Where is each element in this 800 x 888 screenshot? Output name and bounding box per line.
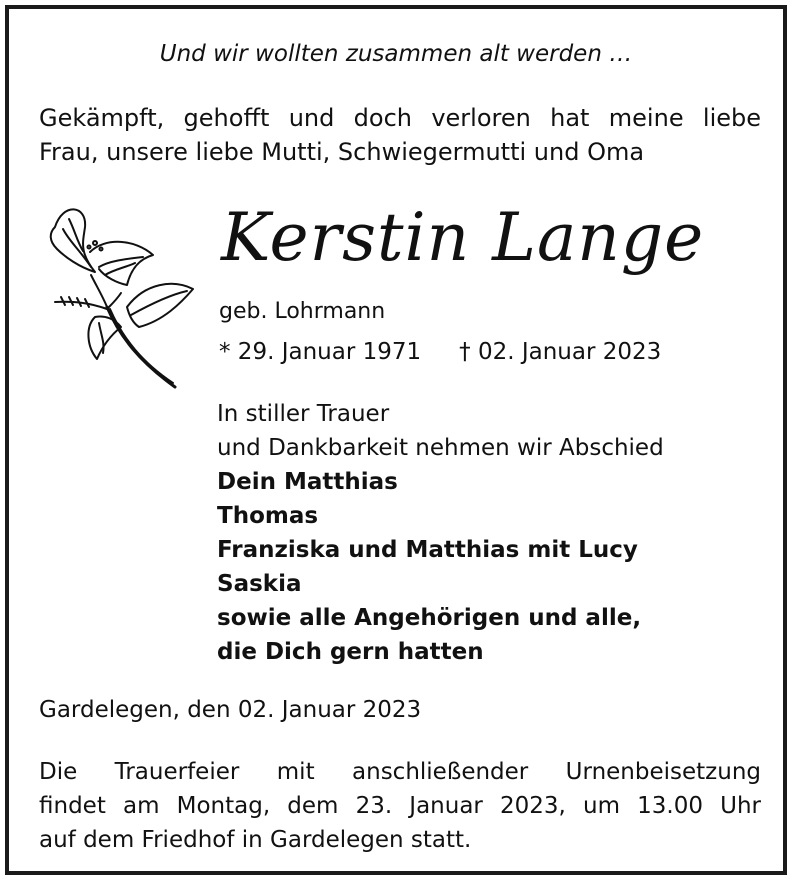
ceremony-info: [39, 755, 761, 857]
calla-lily-icon: [35, 197, 195, 397]
intro-line-1: Gekämpft, gehofft und doch verloren hat meine liebe: [39, 104, 761, 132]
place-and-date: Gardelegen, den 02. Januar 2023: [39, 697, 422, 723]
ceremony-line-2: findet am Montag, dem 23. Januar 2023, um 13.00 Uhr: [39, 793, 761, 819]
intro-text: [39, 101, 761, 169]
ceremony-line-1: Die Trauerfeier mit anschließender Urnenbeisetzung: [39, 759, 761, 785]
mourning-line-1: In stiller Trauer: [217, 401, 390, 427]
death-date: † 02. Januar 2023: [459, 339, 662, 365]
mourning-line-2: und Dankbarkeit nehmen wir Abschied: [217, 435, 664, 461]
mourner-name: Saskia: [217, 571, 302, 597]
mourner-name: Thomas: [217, 503, 319, 529]
mourner-name: Franziska und Matthias mit Lucy: [217, 537, 638, 563]
ceremony-line-3: auf dem Friedhof in Gardelegen statt.: [39, 827, 472, 853]
mourner-name: Dein Matthias: [217, 469, 398, 495]
mourner-name: die Dich gern hatten: [217, 639, 484, 665]
life-dates: [219, 339, 661, 365]
maiden-name: geb. Lohrmann: [219, 299, 386, 324]
deceased-name: Kerstin Lange: [221, 199, 705, 276]
intro-line-2: Frau, unsere liebe Mutti, Schwiegermutti und Oma: [39, 138, 645, 166]
mourner-name: sowie alle Angehörigen und alle,: [217, 605, 642, 631]
mourners-block: [217, 397, 664, 669]
motto: Und wir wollten zusammen alt werden …: [159, 41, 633, 67]
obituary-card: [5, 5, 787, 875]
birth-date: * 29. Januar 1971: [219, 339, 422, 365]
